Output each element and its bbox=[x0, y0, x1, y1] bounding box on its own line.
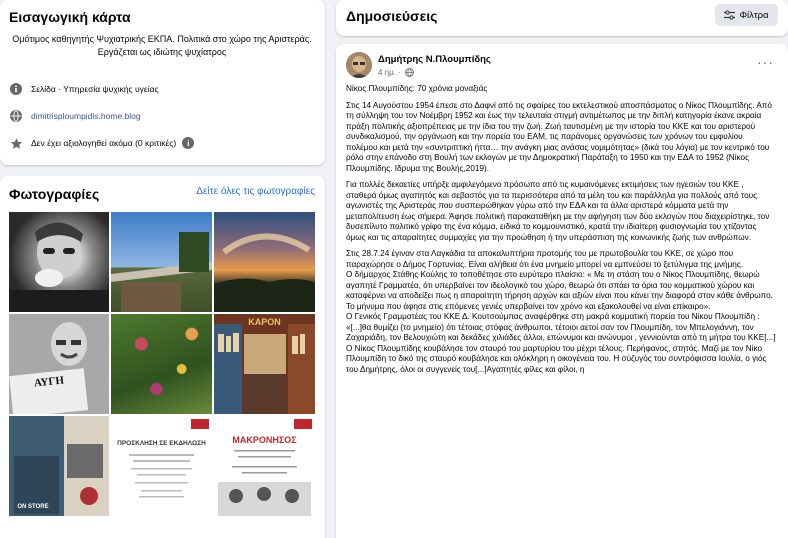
photo-invitation[interactable] bbox=[111, 416, 212, 516]
website-row[interactable] bbox=[9, 109, 141, 123]
photos-card bbox=[0, 176, 325, 538]
post-time[interactable]: 4 ημ. · bbox=[378, 68, 401, 77]
category-text: Σελίδα · Υπηρεσία ψυχικής υγείας bbox=[31, 84, 159, 94]
globe-icon bbox=[9, 109, 23, 123]
post-headline: Νίκος Πλουμπίδης: 70 χρόνια μοναξιάς bbox=[346, 84, 488, 93]
photo-bookstore[interactable] bbox=[214, 314, 315, 414]
photo-newspaper-portrait[interactable] bbox=[9, 314, 109, 414]
post-body bbox=[346, 84, 776, 375]
intro-title: Εισαγωγική κάρτα bbox=[9, 9, 131, 25]
info-circle-icon bbox=[9, 82, 23, 96]
rating-info-icon[interactable]: i bbox=[182, 137, 194, 149]
photos-title: Φωτογραφίες bbox=[9, 186, 100, 202]
filter-label: Φίλτρα bbox=[739, 9, 769, 21]
sliders-icon bbox=[724, 10, 735, 20]
intro-bio: Ομότιμος καθηγητής Ψυχιατρικής ΕΚΠΑ. Πολιτικά στο χώρο της Αριστεράς. Εργάζεται ως ιδιώτης ψυχίατρος bbox=[12, 34, 312, 57]
website-link[interactable]: dimitrisploumpidis.home.blog bbox=[31, 111, 141, 121]
photo-sunset[interactable] bbox=[214, 212, 315, 312]
post-paragraph: Ο Γενικός Γραμματέας του ΚΚΕ Δ. Κουτσούμπας αναφέρθηκε στη μακρά κομματική πορεία του Νίκου Πλουμπίδη : «[...]θα θυμίζει (το μνημείο) ότι τέτοιας στόφας άνθρωποι, τέτοιοι αετοί σαν τον Πλουμπίδη, τον Μπελογιάννη, τον Ζαχαριάδη, τον Βελουχιώτη και δεκάδες χιλιάδες άλλοι, επώνυμοι και ανώνυμοι , γεννιούνται από τη μήτρα του ΚΚΕ[...] Ο Νίκος Πλουμπίδης κουβάλησε τον σταυρό του μαρτυρίου του μέχρι τέλους. Περήφανος, στητός. Μαζί με τον Νίκο Πλουμπίδη το δικό της σταυρό κουβάλησε και ολόκληρη η οικογένεια του. Η σύζυγός του συντρόφισσα Ιουλία, ο γιός του Δημήτρης, όλοι οι συγγενείς του[...]Αγαπητές φίλες και φίλοι, η bbox=[346, 312, 776, 374]
post-meta bbox=[378, 68, 414, 77]
see-all-photos-link[interactable]: Δείτε όλες τις φωτογραφίες bbox=[196, 186, 315, 197]
photo-man-reading[interactable] bbox=[9, 212, 109, 312]
more-options-icon[interactable]: ··· bbox=[757, 54, 774, 70]
post-paragraph: Στις 28.7.24 έγιναν στα Λαγκάδια τα αποκαλυπτήρια προτομής του με πρωτοβουλία του ΚΚΕ, σε χώρο που παραχώρησε ο Δήμος Γορτυνίας. Είναι αλήθεια ότι ένα μνημείο μπορεί να εμπνεύσει το ξετύλιγμα της μνήμης. bbox=[346, 249, 744, 269]
photo-sky-terrace[interactable] bbox=[111, 212, 212, 312]
bookstore-sign: KAPON bbox=[248, 317, 281, 327]
post-card bbox=[336, 44, 788, 538]
photo-makronisos[interactable] bbox=[214, 416, 315, 516]
post-author[interactable]: Δημήτρης Ν.Πλουμπίδης bbox=[378, 54, 491, 65]
posts-header bbox=[336, 0, 788, 36]
intro-card bbox=[0, 0, 325, 165]
rating-row bbox=[9, 136, 194, 150]
makronisos-caption: ΜΑΚΡΟΝΗΣΟΣ bbox=[232, 435, 297, 445]
rating-text: Δεν έχει αξιολογηθεί ακόμα (0 κριτικές) bbox=[31, 138, 177, 148]
star-icon bbox=[9, 136, 23, 150]
posts-title: Δημοσιεύσεις bbox=[346, 8, 438, 24]
category-row bbox=[9, 82, 159, 96]
photo-garden[interactable] bbox=[111, 314, 212, 414]
post-paragraph: Στις 14 Αυγούστου 1954 έπεσε στο Δαφνί από τις σφαίρες του εκτελεστικού αποσπάσματος ο Νίκος Πλουμπίδης. Από τη σύλληψη του τον Νοέμβρη 1952 και έως την τελευταία στιγμή αντιμέτωπος με την διπλή κατηγορία έκανε ακραία πράξη πολιτικής αξιοπρέπειας με την ίδια του την ζωή. Ζωή ταυτισμένη με την ιστορία του ΚΚΕ και του αριστερού συνδικαλισμού, την οργάνωση και την πορεία του ΕΑΜ, τις παράνομες οργανώσεις των χρόνων του εμφυλίου πολέμου και μετά την «συντριπτική ήττα… την ανάγκη μιας ανάσας νομιμότητας» (δικά του λόγια) με τον κεντρικό του ρόλο στην επάνοδο στη Βουλή των εκλογών με την Δημοκρατική Παράταξη το 1950 και την ΕΔΑ το 1952 (Νίκος Πλουμπίδης. Ιδρυμα της Βουλής,2019). bbox=[346, 100, 772, 173]
globe-icon bbox=[405, 68, 414, 77]
filter-button[interactable] bbox=[715, 4, 778, 26]
avatar[interactable] bbox=[346, 52, 372, 78]
photo-grid bbox=[9, 212, 315, 516]
newspaper-caption: ΑΥΓΗ bbox=[33, 374, 65, 390]
invitation-caption: ΠΡΟΣΚΛΗΣΗ ΣΕ ΕΚΔΗΛΩΣΗ bbox=[117, 440, 206, 447]
photo-poster-collage[interactable] bbox=[9, 416, 109, 516]
poster-caption: ON STORE bbox=[17, 504, 49, 510]
post-paragraph: Για πολλές δεκαετίες υπήρξε αμφιλεγόμενο πρόσωπο από τις κυμαινόμενες εκτιμήσεις των ηγεσιών του ΚΚΕ , σταθερά όμως αγαπητός και σεβαστός για τα περισσότερα από τα μέλη του και παράλληλα για πολλούς από τους αγωνιστές της Αριστεράς που συσπειρώθηκαν γύρω από την ΕΔΑ και τα άλλα αριστερά κόμματα μετά την μεταπολίτευση έως σήμερα. Άφησε πολιτική παρακαταθήκη με την αφήγηση των δύο εκλογών που διαχειρίστηκε, τον δυσεπίλυτο πολιτικό γρίφο της ένα κόμμα, ειδικά το κομμουνιστικό, κρατά την ιδιαίτερη φυσιογνωμία του χτίζοντας όμως και τις απαραίτητες συμμαχίες για την προώθηση ή την υπεράσπιση της κοινωνικής ζωής των ανθρώπων. bbox=[346, 180, 770, 242]
post-paragraph: Ο δήμαρχος Στάθης Κούλης το τοποθέτησε στο ευρύτερο πλαίσιο: « Με τη στάση του ο Νίκος Πλουμπίδης, θεωρώ αγαπητέ Γραμματέα, ότι υπερβαίνει τον ιδεολογικό του χώρο, θεωρώ ότι σπάει τα όρια του κομματικού χώρου και καταφέρνει να αποδείξει πως η απαραίτητη τήρηση αρχών και αξιών είναι που κάνει την διαφορά στον κάθε άνθρωπο. Το μήνυμα που άφησε στις επόμενες γενιές υπερβαίνει τον χρόνο και εξακολουθεί να είναι επίκαιρο». bbox=[346, 270, 773, 311]
